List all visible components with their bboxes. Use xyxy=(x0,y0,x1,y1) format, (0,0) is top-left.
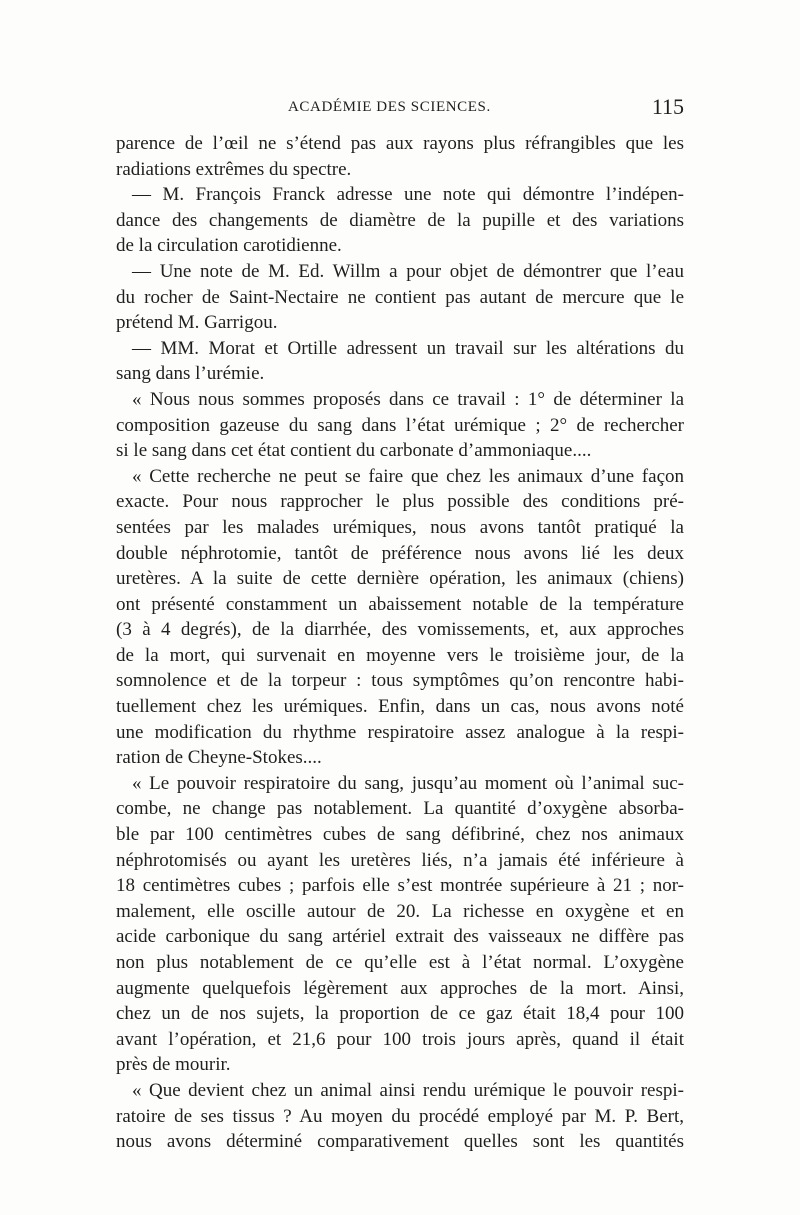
text-line: 18 centimètres cubes ; parfois elle s’est montrée supérieure à 21 ; nor- xyxy=(116,875,684,897)
text-line: si le sang dans cet état contient du carbonate d’ammoniaque.... xyxy=(116,440,592,462)
text-line: — Une note de M. Ed. Willm a pour objet de démontrer que l’eau xyxy=(132,260,684,282)
text-line: près de mourir. xyxy=(116,1054,231,1076)
text-line: ont présenté constamment un abaissement notable de la température xyxy=(116,593,684,615)
text-line: de la mort, qui survenait en moyenne vers le troisième jour, de la xyxy=(116,644,684,666)
text-line: uretères. A la suite de cette dernière opération, les animaux (chiens) xyxy=(116,568,684,590)
text-line: nous avons déterminé comparativement quelles sont les quantités xyxy=(116,1131,684,1153)
text-line: de la circulation carotidienne. xyxy=(116,235,342,257)
text-line: « Que devient chez un animal ainsi rendu urémique le pouvoir respi- xyxy=(132,1079,684,1101)
text-line: « Nous nous sommes proposés dans ce travail : 1° de déterminer la xyxy=(132,388,684,410)
running-head: ACADÉMIE DES SCIENCES. xyxy=(288,99,491,115)
text-line: une modification du rhythme respiratoire assez analogue à la respi- xyxy=(116,721,684,743)
text-line: double néphrotomie, tantôt de préférence nous avons lié les deux xyxy=(116,542,684,564)
text-line: malement, elle oscille autour de 20. La richesse en oxygène et en xyxy=(116,900,684,922)
text-line: « Le pouvoir respiratoire du sang, jusqu’au moment où l’animal suc- xyxy=(132,772,684,794)
text-line: non plus notablement de ce qu’elle est à l’état normal. L’oxygène xyxy=(116,952,684,973)
text-line: acide carbonique du sang artériel extrait des vaisseaux ne diffère pas xyxy=(116,926,684,948)
text-line: augmente quelquefois légèrement aux approches de la mort. Ainsi, xyxy=(116,977,684,999)
text-line: composition gazeuse du sang dans l’état urémique ; 2° de rechercher xyxy=(116,414,684,436)
text-line: chez un de nos sujets, la proportion de ce gaz était 18,4 pour 100 xyxy=(116,1003,684,1025)
text-line: « Cette recherche ne peut se faire que chez les animaux d’une façon xyxy=(132,465,684,487)
text-line: du rocher de Saint-Nectaire ne contient pas autant de mercure que le xyxy=(116,286,684,308)
text-line: combe, ne change pas notablement. La quantité d’oxygène absorba- xyxy=(116,798,684,820)
text-line: avant l’opération, et 21,6 pour 100 trois jours après, quand il était xyxy=(116,1028,684,1050)
text-line: ble par 100 centimètres cubes de sang défibriné, chez nos animaux xyxy=(116,824,684,846)
text-line: ration de Cheyne-Stokes.... xyxy=(116,747,322,769)
text-line: radiations extrêmes du spectre. xyxy=(116,158,352,180)
text-line: — MM. Morat et Ortille adressent un travail sur les altérations du xyxy=(132,337,684,359)
text-line: prétend M. Garrigou. xyxy=(116,312,278,334)
text-line: — M. François Franck adresse une note qui démontre l’indépen- xyxy=(132,184,684,206)
text-line: néphrotomisés ou ayant les uretères liés, n’a jamais été inférieure à xyxy=(116,849,684,871)
page-number: 115 xyxy=(651,94,684,119)
text-line: parence de l’œil ne s’étend pas aux rayons plus réfrangibles que les xyxy=(116,133,684,154)
text-line: somnolence et de la torpeur : tous symptômes qu’on rencontre habi- xyxy=(116,670,684,692)
text-line: dance des changements de diamètre de la pupille et des variations xyxy=(116,209,684,231)
text-line: sang dans l’urémie. xyxy=(116,363,265,385)
text-line: exacte. Pour nous rapprocher le plus possible des conditions pré- xyxy=(116,491,684,513)
text-line: tuellement chez les urémiques. Enfin, dans un cas, nous avons noté xyxy=(116,696,684,718)
text-line: sentées par les malades urémiques, nous avons tantôt pratiqué la xyxy=(116,516,684,538)
text-line: (3 à 4 degrés), de la diarrhée, des vomissements, et, aux approches xyxy=(116,619,684,641)
body-text xyxy=(116,131,684,1155)
text-line: ratoire de ses tissus ? Au moyen du procédé employé par M. P. Bert, xyxy=(116,1105,684,1127)
page-header xyxy=(118,96,684,124)
